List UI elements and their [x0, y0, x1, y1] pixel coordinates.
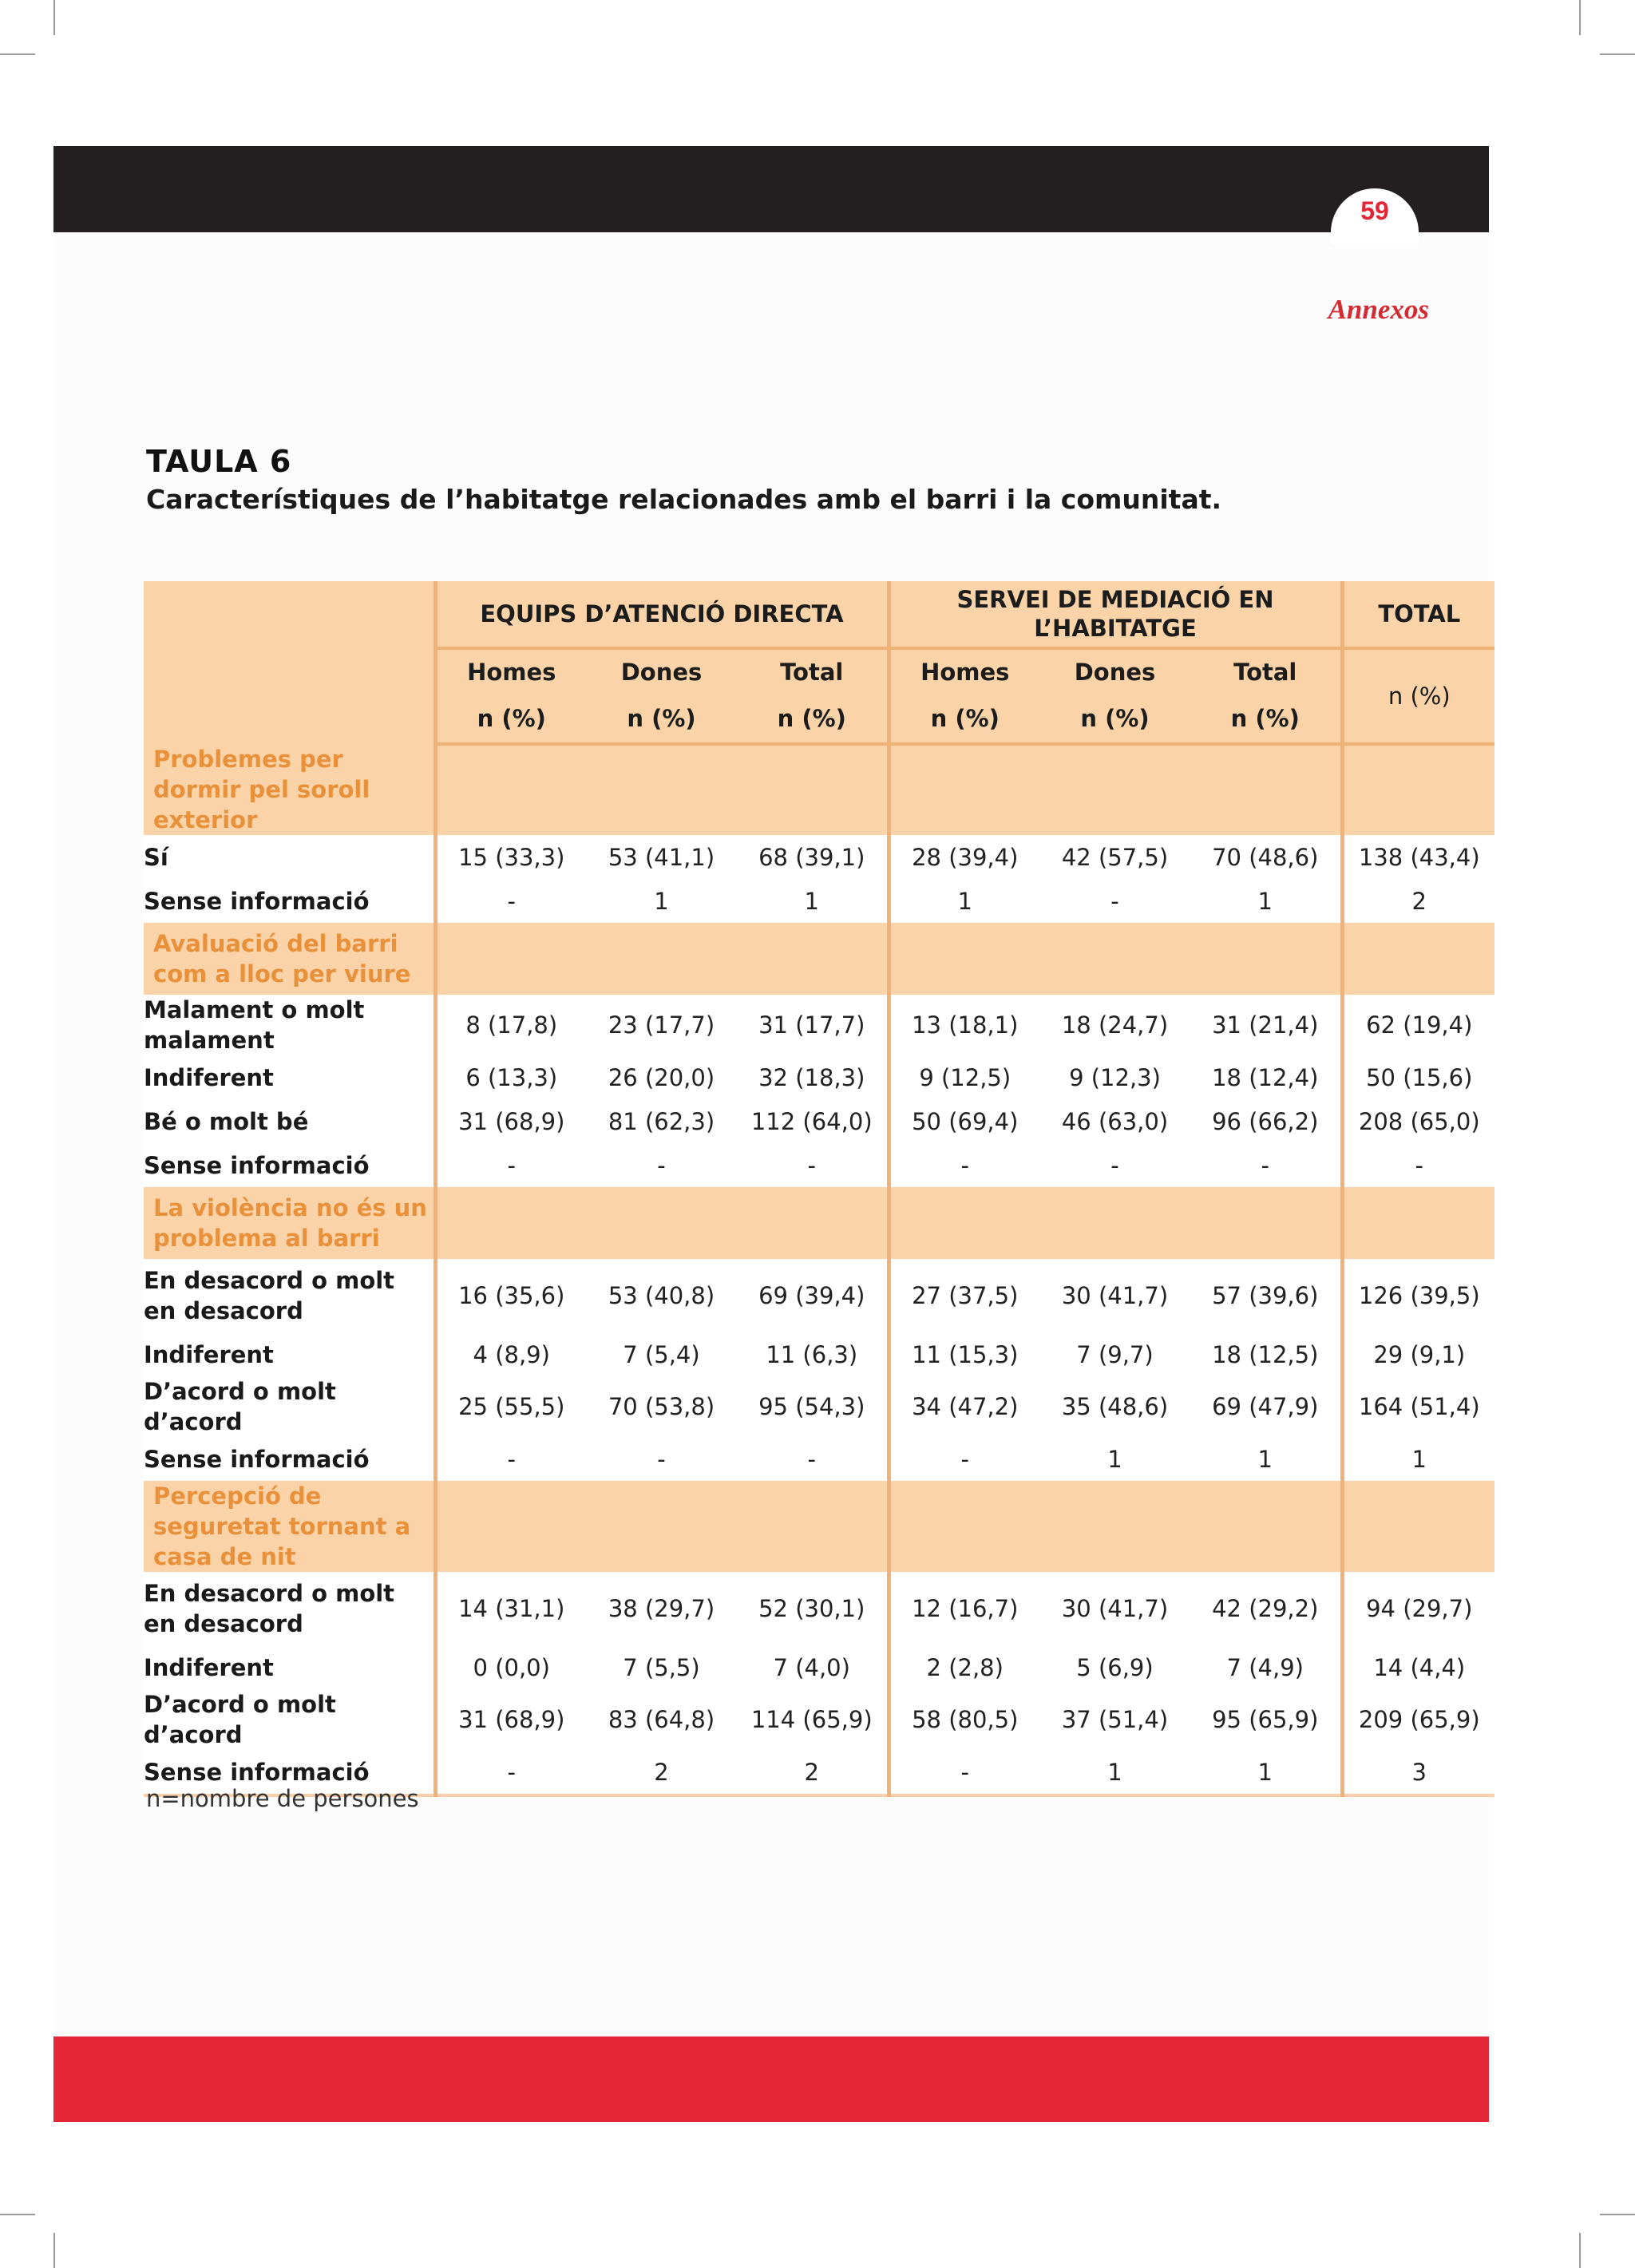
row-label: Bé o molt bé — [144, 1099, 435, 1143]
row-label: Sense informació — [144, 879, 435, 923]
section-row — [144, 923, 1494, 995]
row-label: Indiferent — [144, 1055, 435, 1099]
table-row — [144, 1259, 1494, 1332]
value-cell: 50 (69,4) — [889, 1099, 1039, 1143]
section-cell — [1342, 1187, 1494, 1259]
unit-header: n (%) — [1039, 695, 1190, 744]
crop-mark — [1600, 53, 1635, 55]
value-cell: 13 (18,1) — [889, 995, 1039, 1055]
header-bar — [53, 146, 1489, 232]
section-cell — [889, 1481, 1039, 1572]
value-cell: 1 — [1190, 879, 1342, 923]
value-cell: 53 (40,8) — [586, 1259, 737, 1332]
value-cell: 7 (4,0) — [737, 1645, 889, 1689]
value-cell: 30 (41,7) — [1039, 1259, 1190, 1332]
value-cell: 95 (65,9) — [1190, 1689, 1342, 1750]
value-cell: 25 (55,5) — [435, 1376, 586, 1437]
section-cell — [435, 1187, 586, 1259]
section-row — [144, 1481, 1494, 1572]
value-cell: 52 (30,1) — [737, 1572, 889, 1645]
value-cell: 46 (63,0) — [1039, 1099, 1190, 1143]
table-row — [144, 1437, 1494, 1481]
table-row — [144, 995, 1494, 1055]
value-cell: - — [1190, 1143, 1342, 1187]
table-footnote: n=nombre de persones — [146, 1785, 419, 1812]
value-cell: 34 (47,2) — [889, 1376, 1039, 1437]
value-cell: 31 (68,9) — [435, 1099, 586, 1143]
value-cell: - — [1039, 879, 1190, 923]
col-header: Homes — [889, 648, 1039, 695]
unit-header: n (%) — [586, 695, 737, 744]
value-cell: 23 (17,7) — [586, 995, 737, 1055]
value-cell: 7 (5,4) — [586, 1332, 737, 1376]
value-cell: 18 (12,5) — [1190, 1332, 1342, 1376]
row-label: Sense informació — [144, 1750, 435, 1795]
value-cell: 112 (64,0) — [737, 1099, 889, 1143]
unit-header: n (%) — [737, 695, 889, 744]
value-cell: 69 (39,4) — [737, 1259, 889, 1332]
group-header-servei: SERVEI DE MEDIACIÓ EN L’HABITATGE — [889, 581, 1342, 648]
value-cell: 8 (17,8) — [435, 995, 586, 1055]
row-label: Sense informació — [144, 1437, 435, 1481]
value-cell: - — [435, 879, 586, 923]
section-cell — [737, 923, 889, 995]
section-cell — [889, 744, 1039, 835]
value-cell: 30 (41,7) — [1039, 1572, 1190, 1645]
table-row — [144, 1332, 1494, 1376]
value-cell: 16 (35,6) — [435, 1259, 586, 1332]
unit-header: n (%) — [435, 695, 586, 744]
value-cell: 29 (9,1) — [1342, 1332, 1494, 1376]
crop-mark — [0, 53, 35, 55]
value-cell: 32 (18,3) — [737, 1055, 889, 1099]
crop-mark — [0, 2214, 35, 2215]
section-cell — [889, 1187, 1039, 1259]
value-cell: 1 — [1190, 1437, 1342, 1481]
value-cell: 1 — [586, 879, 737, 923]
section-cell — [889, 923, 1039, 995]
section-cell — [737, 1481, 889, 1572]
value-cell: 9 (12,5) — [889, 1055, 1039, 1099]
section-cell — [1039, 923, 1190, 995]
value-cell: 9 (12,3) — [1039, 1055, 1190, 1099]
value-cell: 11 (15,3) — [889, 1332, 1039, 1376]
section-cell — [737, 744, 889, 835]
value-cell: 95 (54,3) — [737, 1376, 889, 1437]
value-cell: - — [889, 1143, 1039, 1187]
table-row — [144, 1689, 1494, 1750]
group-header-equips: EQUIPS D’ATENCIÓ DIRECTA — [435, 581, 889, 648]
value-cell: 31 (68,9) — [435, 1689, 586, 1750]
value-cell: 18 (24,7) — [1039, 995, 1190, 1055]
value-cell: 42 (57,5) — [1039, 835, 1190, 879]
section-cell — [1190, 744, 1342, 835]
section-cell — [586, 1481, 737, 1572]
row-label: Sí — [144, 835, 435, 879]
table-row — [144, 1099, 1494, 1143]
value-cell: 26 (20,0) — [586, 1055, 737, 1099]
value-cell: - — [586, 1143, 737, 1187]
section-cell — [1190, 923, 1342, 995]
value-cell: 1 — [737, 879, 889, 923]
value-cell: 12 (16,7) — [889, 1572, 1039, 1645]
value-cell: 83 (64,8) — [586, 1689, 737, 1750]
table-number: TAULA 6 — [146, 444, 292, 479]
section-cell — [1190, 1481, 1342, 1572]
value-cell: 81 (62,3) — [586, 1099, 737, 1143]
value-cell: - — [435, 1143, 586, 1187]
table-row — [144, 879, 1494, 923]
value-cell: 31 (17,7) — [737, 995, 889, 1055]
value-cell: - — [889, 1437, 1039, 1481]
value-cell: 37 (51,4) — [1039, 1689, 1190, 1750]
value-cell: 11 (6,3) — [737, 1332, 889, 1376]
value-cell: 14 (31,1) — [435, 1572, 586, 1645]
value-cell: 1 — [1190, 1750, 1342, 1795]
value-cell: 70 (48,6) — [1190, 835, 1342, 879]
value-cell: 42 (29,2) — [1190, 1572, 1342, 1645]
value-cell: 69 (47,9) — [1190, 1376, 1342, 1437]
section-cell — [1039, 744, 1190, 835]
value-cell: 6 (13,3) — [435, 1055, 586, 1099]
value-cell: 1 — [1342, 1437, 1494, 1481]
crop-mark — [53, 2233, 55, 2268]
value-cell: 28 (39,4) — [889, 835, 1039, 879]
value-cell: - — [1342, 1143, 1494, 1187]
section-cell — [435, 744, 586, 835]
table-row — [144, 835, 1494, 879]
section-cell — [586, 923, 737, 995]
value-cell: - — [889, 1750, 1039, 1795]
section-cell — [435, 1481, 586, 1572]
value-cell: 1 — [1039, 1750, 1190, 1795]
section-label: Percepció de seguretat tornant a casa de nit — [144, 1481, 435, 1572]
col-header: Dones — [586, 648, 737, 695]
value-cell: - — [586, 1437, 737, 1481]
row-label: Indiferent — [144, 1645, 435, 1689]
section-cell — [586, 1187, 737, 1259]
unit-header-total: n (%) — [1342, 648, 1494, 744]
row-label: Indiferent — [144, 1332, 435, 1376]
crop-mark — [1579, 2233, 1581, 2268]
value-cell: - — [435, 1437, 586, 1481]
value-cell: 35 (48,6) — [1039, 1376, 1190, 1437]
crop-mark — [1579, 0, 1581, 35]
crop-mark — [53, 0, 55, 35]
value-cell: 38 (29,7) — [586, 1572, 737, 1645]
value-cell: 3 — [1342, 1750, 1494, 1795]
col-header: Total — [737, 648, 889, 695]
unit-header: n (%) — [1190, 695, 1342, 744]
page-number: 59 — [1360, 196, 1389, 225]
section-cell — [1342, 744, 1494, 835]
value-cell: 0 (0,0) — [435, 1645, 586, 1689]
value-cell: 2 — [586, 1750, 737, 1795]
value-cell: 62 (19,4) — [1342, 995, 1494, 1055]
col-header: Total — [1190, 648, 1342, 695]
value-cell: 114 (65,9) — [737, 1689, 889, 1750]
value-cell: 70 (53,8) — [586, 1376, 737, 1437]
value-cell: 1 — [889, 879, 1039, 923]
value-cell: - — [737, 1437, 889, 1481]
row-label: En desacord o molt en desacord — [144, 1259, 435, 1332]
col-header: Dones — [1039, 648, 1190, 695]
value-cell: 5 (6,9) — [1039, 1645, 1190, 1689]
value-cell: 18 (12,4) — [1190, 1055, 1342, 1099]
section-cell — [1190, 1187, 1342, 1259]
value-cell: 58 (80,5) — [889, 1689, 1039, 1750]
section-label: La violència no és un problema al barri — [144, 1187, 435, 1259]
value-cell: 164 (51,4) — [1342, 1376, 1494, 1437]
value-cell: 27 (37,5) — [889, 1259, 1039, 1332]
table-row — [144, 1143, 1494, 1187]
table-row — [144, 1376, 1494, 1437]
section-cell — [1342, 1481, 1494, 1572]
value-cell: 126 (39,5) — [1342, 1259, 1494, 1332]
table-row — [144, 1572, 1494, 1645]
section-cell — [586, 744, 737, 835]
value-cell: 1 — [1039, 1437, 1190, 1481]
value-cell: 208 (65,0) — [1342, 1099, 1494, 1143]
value-cell: 15 (33,3) — [435, 835, 586, 879]
section-label: Problemes per dormir pel soroll exterior — [144, 744, 435, 835]
value-cell: 94 (29,7) — [1342, 1572, 1494, 1645]
value-cell: 2 (2,8) — [889, 1645, 1039, 1689]
section-cell — [1039, 1481, 1190, 1572]
value-cell: 2 — [1342, 879, 1494, 923]
row-label: En desacord o molt en desacord — [144, 1572, 435, 1645]
section-cell — [435, 923, 586, 995]
data-table — [144, 581, 1494, 1797]
table-row — [144, 1055, 1494, 1099]
table-title: Característiques de l’habitatge relacionades amb el barri i la comunitat. — [146, 484, 1222, 515]
col-header: Homes — [435, 648, 586, 695]
value-cell: 31 (21,4) — [1190, 995, 1342, 1055]
section-title: Annexos — [1328, 294, 1429, 325]
value-cell: 68 (39,1) — [737, 835, 889, 879]
value-cell: 2 — [737, 1750, 889, 1795]
row-label: D’acord o molt d’acord — [144, 1689, 435, 1750]
table-row — [144, 1645, 1494, 1689]
section-cell — [737, 1187, 889, 1259]
value-cell: 53 (41,1) — [586, 835, 737, 879]
row-label: D’acord o molt d’acord — [144, 1376, 435, 1437]
value-cell: 4 (8,9) — [435, 1332, 586, 1376]
group-header-total: TOTAL — [1342, 581, 1494, 648]
value-cell: - — [1039, 1143, 1190, 1187]
value-cell: 96 (66,2) — [1190, 1099, 1342, 1143]
section-row — [144, 1187, 1494, 1259]
section-cell — [1342, 923, 1494, 995]
value-cell: 14 (4,4) — [1342, 1645, 1494, 1689]
row-label: Sense informació — [144, 1143, 435, 1187]
value-cell: 50 (15,6) — [1342, 1055, 1494, 1099]
value-cell: 138 (43,4) — [1342, 835, 1494, 879]
footer-bar — [53, 2036, 1489, 2122]
value-cell: 7 (4,9) — [1190, 1645, 1342, 1689]
value-cell: 209 (65,9) — [1342, 1689, 1494, 1750]
unit-header: n (%) — [889, 695, 1039, 744]
section-cell — [1039, 1187, 1190, 1259]
crop-mark — [1600, 2214, 1635, 2215]
row-label: Malament o molt malament — [144, 995, 435, 1055]
value-cell: - — [435, 1750, 586, 1795]
section-label: Avaluació del barri com a lloc per viure — [144, 923, 435, 995]
value-cell: 57 (39,6) — [1190, 1259, 1342, 1332]
value-cell: 7 (5,5) — [586, 1645, 737, 1689]
section-row — [144, 744, 1494, 835]
value-cell: - — [737, 1143, 889, 1187]
header-corner — [144, 581, 435, 744]
value-cell: 7 (9,7) — [1039, 1332, 1190, 1376]
